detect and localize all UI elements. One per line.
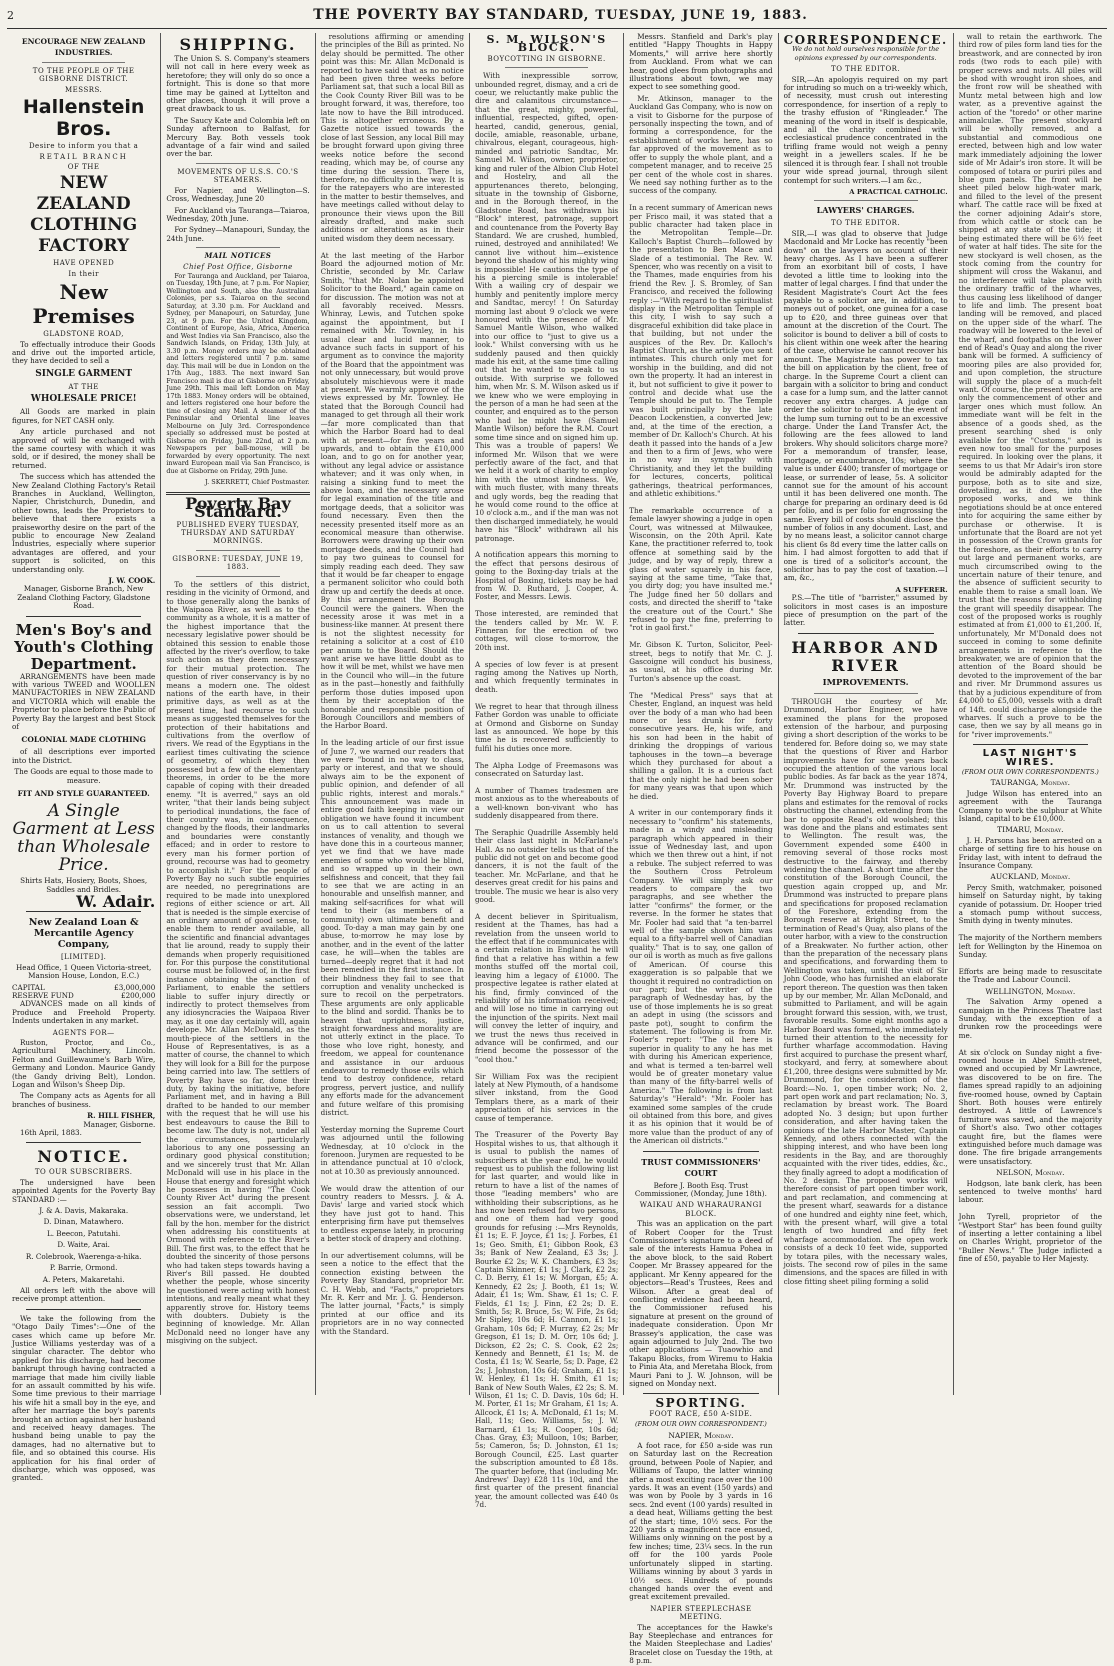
waikau-heading: WAIKAU AND WHARAURANGI BLOCK. xyxy=(639,1201,762,1218)
stanfield-note: Messrs. Stanfield and Dark's play entitled "Happy Thoughts in Happy Moments," will arrive here shortly from Auckland. From what we can hear, good glees from photographs and illustrations about town, we may expect to see something good. xyxy=(629,32,773,92)
napier-dateline: NAPIER, Monday. xyxy=(668,1430,734,1440)
masthead-title xyxy=(313,7,808,23)
shipping-notice-2: The Saucy Kate and Colombia left on Sunday afternoon to Balfast, for Mercury Bay. Both vessels took advantage of a fair wind and sailed over the bar. xyxy=(166,115,310,159)
steeplechase-heading: NAPIER STEEPLECHASE MEETING. xyxy=(650,1604,752,1622)
single-garment: SINGLE GARMENT xyxy=(35,368,133,379)
correspondence-note: We do not hold ourselves responsible for the opinions expressed by our correspondents. xyxy=(792,45,940,62)
trust-court-sub: Before J. Booth Esq. Trust Commissioner, (Monday, June 18th). xyxy=(634,1180,767,1199)
to-the-editor-2: TO THE EDITOR. xyxy=(831,219,901,228)
to-the-editor: TO THE EDITOR. xyxy=(831,65,901,74)
otago-article: We take the following from the "Otago Daily Times":—One of the cases which came up before Mr. Justice Williams yesterday was of a singular character. The debtor who applied for his discharge, had become bankrupt through having contracted a marriage that made him civilly liable for an assault committed by his wife. Some time previous to their marriage his wife hit a small boy in the eye, and after her marriage the boy's parents brought an action against her husband and received heavy damages. The husband being unable to pay the damages, had no alternative but to file, and so obtained this course. His application for his final order of discharge, which was opposed, was granted. xyxy=(12,1313,156,1483)
correspondence-heading: CORRESPONDENCE. xyxy=(783,33,948,47)
page-number: 2 xyxy=(7,9,14,22)
wellington-body: The Salvation Army opened a campaign in the Princess Theatre last Sunday, with the exception of a drunken row the proceedings were me. At six o'clock on Sunday night a five-roomed house in Abel Smith-street, owned and occupied by Mr Lawrence, was discovered to be on fire. The flames spread rapidly to an adjoining five-roomed house, owned by Captain Short. Both houses were entirely destroyed. A little of Lawrence's furniture was saved, and the majority of Short's also. Two other cottages caught fire, but the flames were extinguished before much damage was done. The fire brigade arrangements were unsatisfactory. xyxy=(958,997,1102,1166)
postmaster-signature: J. SKERRETT, Chief Postmaster. xyxy=(205,478,310,487)
desire-text: Desire to inform you that a xyxy=(28,142,139,151)
have-opened: HAVE OPENED xyxy=(53,259,115,268)
mail-notices-sub: Chief Post Office, Gisborne xyxy=(183,262,293,271)
divider xyxy=(643,1151,758,1152)
agent-item: J. & A. Davis, Makaraka. xyxy=(39,1206,129,1216)
auckland-dateline: AUCKLAND, Monday. xyxy=(990,872,1071,882)
retail-branch: RETAIL BRANCH xyxy=(39,152,128,161)
fisher-signature: R. HILL FISHER, xyxy=(87,1111,156,1121)
wires-sub: (FROM OUR OWN CORRESPONDENTS.) xyxy=(961,767,1099,776)
divider xyxy=(196,576,279,577)
divider xyxy=(42,62,125,63)
lawyers-heading: LAWYERS' CHARGES. xyxy=(816,205,915,216)
harbor-heading: HARBOR AND RIVER xyxy=(791,637,940,675)
capital-value: £3,000,000 xyxy=(114,982,156,992)
published-line: PUBLISHED EVERY TUESDAY, THURSDAY AND SATURDAY MORNINGS. xyxy=(176,520,300,546)
news-body: Mr. Atkinson, manager to the Auckland Gas Company, who is now on a visit to Gisborne for the purpose of personally inspecting the town, and of forming a correspondence, for the establishment of works here, has so far approved of the movement as to offer to supply the whole plant, and a competent manager, and to receive 25 per cent of the whole cost in shares. We need say nothing further as to the success of the company. In a recent summary of American news per Frisco mail, it was stated that a public character had taken place in the Metropolitan Temple—Dr. Kalloch's Baptist Church—followed by the presentation to Ben Mace and Slade of a testimonial. The Rev. W. Spencer, who was recently on a visit to the Thames, made enquiries from his friend the Rev. J. S. Bromley, of San Francisco, and received the following reply :—"With regard to the spiritualist display in the Metropolitan Temple of this city, I wish to say such a disgraceful exhibition did take place in that building, but not under the auspices of the Rev. Dr. Kalloch's Baptist Church, as the article you sent intimates. This church only met for worship in the building, and did not own the property. It had an interest in it, but not sufficient to give it power to control and decide what use the Temple should be put to. The Temple was built principally by the late Deacon Lockenstien, a converted Jew; and, at the time of the erection, a member of Dr. Kalloch's Church. At his death it passed into the hands of a Jew and then to a firm of Jews, who were in no way in sympathy with Christianity, and they let the building for lectures, concerts, political gatherings, theatrical performances, and athletic exhibitions." The remarkable occurrence of a female lawyer showing a judge in open Court, was witnessed at Milwaukee, Wisconsin, on the 20th April. Kate Kane, the practitioner referred to, took offence at something said by the judge, and by way of reply, threw a glass of water squarely in his face, saying at the same time, "Take that, you dirty dog; you have insulted me." The Judge fined her 50 dollars and costs, and directed the sheriff to "take the creature out of the Court." She refused to pay the fine, preferring to "rot in gaol first." Mr. Gibson K. Turton, Solicitor, Peel-street, begs to notify that Mr. C. J. Gascoigne will conduct his business, as usual, at his office during Mr. Turton's absence up the coast. The "Medical Press" says that at Chester, England, an inquest was held over the body of a man who had been more or less drunk for forty consecutive years. He, his wife, and his son had been in the habit of drinking the droppings of various taphouses in the town—a beverage which they purchased for about a shilling a gallon. It is a curious fact that the only night he had been sober for many years was that upon which he died. A writer in our contemporary finds it necessary to "confirm" his statements, made in a windy and misleading paragraph which appeared in their issue of Wednesday last, and upon which we then threw out a hint, if not a rebuke. The subject referred to was the Southern Cross Petroleum Company. We will simply ask our readers to compare the two paragraphs, and see whether the latter "confirms" the former, or the reverse. In the former he states that Mr. Fooler had said that "a ten-barrel well of the sample shown him was equal to a fifty-barrel well of Canadian quality." That is to say, one gallon of our oil is worth as much as five gallons of American. Of course this exaggeration is so palpable that we thought it required no contradiction on our part; but the writer of the paragraph of Wednesday has, by the use of those implements he is so great an adept in using (the scissors and paste pot), sought to confirm the statement. The following is from Mr. Fooler's report: "The oil here is superior in quality to any he has met with during his American experience, and what is termed a ten-barrel well would be of greater monetary value than many of the fifty-barrel wells of America." The following is from last Saturday's "Herald": "Mr. Fooler has examined some samples of the crude oil obtained from this bore, and gives it as his opinion that it would be of more value than the product of any of the American oil districts." xyxy=(629,93,773,1146)
timaru-dateline: TIMARU, Monday. xyxy=(997,825,1064,835)
reserve-label: RESERVE FUND xyxy=(12,990,74,1000)
agent-item: D. Dinan, Matawhero. xyxy=(43,1217,124,1227)
reserve-value: £200,000 xyxy=(121,990,156,1000)
of-the-label: OF THE xyxy=(67,163,100,172)
columns xyxy=(7,32,1107,1666)
limited-label: [LIMITED]. xyxy=(60,953,107,962)
agent-item: R. Colebrook, Waerenga-a-hika. xyxy=(25,1251,142,1261)
messrs-label: MESSRS. xyxy=(65,85,103,94)
harbor-continued: wall to retain the earthwork. The third row of piles form land ties for the breastwork, and are connected by iron rods (two rods to each pile) with proper screws and nuts. All piles will be shod with wrought iron shoes, and the front row will be sheathed with Muntz metal between high and low water, as a preventive against the action of the "toredo" or other marine animalculæ. The present stockyard will be wholly removed, and a substantial and commodious one erected, between high and low water mark immediately adjoining the lower side of Mr Adair's iron store. It will be composed of totara or puriri piles and blue gum panels. The front will be sheet piled below high-water mark, and filled to the level of the present wharf. The cattle race will be fixed at the corner adjoining Adair's store, from which cattle or stock can be shipped at any state of the tide; it being estimated there will be 6½ feet of water at half tides. The site for the new stockyard is well chosen, as the stock coming from the country for shipment will cross the Wakanui, and no interference will take place with the ordinary traffic of the wharves, thus causing less likelihood of danger to life and limb. The present boat landing will be removed, and placed on the upper side of the wharf. The roadway will be lowered to the level of the wharf, and footpaths on the lower end of Read's Quay and along the river bank will be formed. A sufficiency of mooring piles are also provided for, and upon completion, the structure will supply the place of a much-felt want. Of course, the present works are only the commencement of other and larger ones which must follow. An immediate want will be felt in the absence of a goods shed, as the present searching shed is only available for the "Customs," and is even now too small for the purposes required. In looking over the plans, it seems to us that Mr Adair's iron store would be admirably adapted for the purpose, both as to site and size, dovetailing, as it does, into the proposed works, and we think negotiations should be at once entered into for acquiring the same either by purchase or otherwise. It is unfortunate that the Board are not yet in possession of the Crown grants for the foreshore, as their efforts to carry out large and permanent works, are much circumscribed owing to the uncertain nature of their tenure, and the absence of sufficient security to enable them to raise a small loan. We trust that the reasons for withholding the grant will speedily disappear. The cost of the proposed works is roughly estimated at from £1,000 to £1,200. It, unfortunately, Mr M'Donald does not succeed in coming to some definite arrangements in reference to the breakwater, we are of opinion that the attention of the Board should be devoted to the improvement of the bar and river. Mr Drummond assures us that by a judicious expenditure of from £4,000 to £5,000, vessels with a draft of 14ft. could discharge alongside the wharves. If such a prove to be the case, then we say by all means go in for "river improvements." xyxy=(958,32,1102,739)
nz-heading-3: FACTORY xyxy=(38,236,130,257)
wilson-block-heading: S. M. WILSON'S BLOCK. xyxy=(486,33,607,55)
cook-signature: J. W. COOK. xyxy=(108,576,156,585)
shirts-hats: Shirts Hats, Hosiery, Boots, Shoes, Saddles and Bridles. xyxy=(20,876,148,894)
single-garment-script: A Single Garment at Less than Wholesale Price. xyxy=(12,801,155,876)
agent-item: A. Peters, Makaretahi. xyxy=(42,1274,125,1284)
divider xyxy=(505,67,588,68)
in-their: In their xyxy=(68,269,99,278)
nelson-body: Hodgson, late bank clerk, has been sentenced to twelve months' hard labour. John Tyrell, proprietor of the "Westport Star" has been found guilty of inserting a letter containing a libel on Charles Wright, proprietor of the "Buller News." The Judge inflicted a fine of £50, payable to Her Majesty. xyxy=(958,1178,1102,1264)
cook-title: Manager, Gisborne Branch, New Zealand Clothing Factory, Gladstone Road. xyxy=(17,584,151,611)
divider xyxy=(798,633,934,634)
tauranga-dateline: TAURANGA, Monday. xyxy=(990,778,1071,788)
divider xyxy=(196,163,279,164)
mens-clothing-heading: Men's Boy's and Youth's Clothing Department. xyxy=(14,620,154,673)
wholesale-price: WHOLESALE PRICE! xyxy=(30,394,137,405)
editorial-body: resolutions affirming or amending the principles of the Bill as printed. No delay should be permitted. The other point was this: Mr. Allan McDonald is reported to have said that as no notice had been given three weeks before Parliament sat, that such a local Bill as the Cook County River Bill was to be brought forward, it was, therefore, too late now to have the Bill introduced. This is altogether erroneous. By a Gazette notice issued towards the close of last Session, any local Bill may be brought forward upon giving three weeks notice before the second reading, which may be, of course any time during the session. There is, therefore, no difficulty in the way. It is for the ratepayers who are interested in the matter to bestir themselves, and have meetings called without delay to pronounce their views upon the Bill already drafted, and make such additions or alterations as in their united wisdom they deem necessary. At the last meeting of the Harbor Board the adjourned motion of Mr. Christie, seconded by Mr. Carlaw Smith, "that Mr. Nolan be appointed Solicitor to the Board," again came on for discussion. The motion was not at all favorably received. Messrs. Whinray, Lewis, and Tutchen spoke against the appointment, but I remained with Mr. Townley, in his usual clear and lucid manner, to advance such facts in support of his argument as to convince the majority of the Board that the appointment was not only unnecessary, but would prove absolutely mischievous were it made at present. We warmly approve of the views expressed by Mr. Townley. He stated that the Borough Council had managed to get through all their work—far more complicated than that which the Harbor Board had to deal with at present—for five years and upwards, and to obtain the £10,000 loan, and to go on for another year, without any legal advice or assistance whatever; and it was only when, in raising a sinking fund to meet the above loan, and the necessary arose for legal examination of the title and mortgage deeds, that a solicitor was found necessary. Even then the necessity presented itself more as an economical measure than otherwise. Borrowers were drawing up their own mortgage deeds, and the Council had to pay two guineas to counsel for simply reading each deed. They saw that it would be far cheaper to engage a permanent solicitor who could both draw up and certify the deeds at once. By this arrangement the Borough Council were the gainers. When the necessity arose it was met in a business-like manner. At present there is not the slightest necessity for retaining a solicitor at a cost of £10 per annum to the Board. Should the want arise we have little doubt as to how it will be met, whilst we have men in the Council who will—in the future as in the past—honestly and faithfully perform those duties imposed upon them by their acceptation of the honorable and responsible position of Borough Councillors and members of the Harbor Board. In the leading article of our first issue of June 7, we warned our readers that we were "bound in no way to class, party or interest, and that we should always aim to be the exponent of public opinion, and defender of all public rights, interest and morals." This announcement was made in entire good faith keeping in view our obligation we have found it incumbent on us to call attention to several instances of venality, and though we have done this in a courteous manner, yet we find that we have made enemies of some who would be blind, and so wrapped up in their own selfishness and conceit, that they fail to see that we are acting in an honourable and unselfish manner, and making self-sacrifices for what will tend to their (as members of a community) own ultimate benefit and good. To-day a man may gain by one abuse, to-morrow he may lose by another, and in the event of the latter case, he will—when the tables are turned—deeply regret that it had not been remedied in the first instance. In their blindness they fail to see that corruption and venality unchecked is sure to recoil on the perpetrators. These arguments are only applicable to the blind and sordid. Thanks be to heaven that uprightness, justice, straight forwardness and morality are not utterly extinct in the place. To those who love right, honesty, and freedom, we appeal for countenance and assistance in our arduous endeavour to remedy those evils which tend to destroy confidence, retard progress, pervert justice, and nullify any efforts made for the advancement and future welfare of this promising district. Yesterday morning the Supreme Court was adjourned until the following Wednesday, at 10 o'clock in the forenoon. Jurymen are requested to be in attendance punctual at 10 o'clock, not at 10.30 as previously announced. We would draw the attention of our country readers to Messrs. J. & A. Davis' large and varied stock which they have just got to hand. This enterprising firm have put themselves to endless expense lately, in procuring a better stock of drapery and clothing. In our advertisement columns, will be seen a notice to the effect that the connection existing between the Poverty Bay Standard, proprietor Mr. C. H. Webb, and "Facts," proprietors Mr. R. Kerr and Mr. J. G. Henderson. The latter journal, "Facts," is simply printed at our office and its proprietors are in no way connected with the Standard. xyxy=(320,32,464,1336)
divider xyxy=(26,616,141,617)
movement-1: For Napier, and Wellington—S. Cross, Wednesday, June 20 xyxy=(166,185,310,204)
hallenstein-body-3: Any article purchased and not approved of will be exchanged with the same courtesy with which it was sold, or if desired, the money shall be returned. xyxy=(12,427,156,470)
movements-heading: MOVEMENTS OF U.S.S. CO.'S STEAMERS. xyxy=(177,167,299,185)
sporting-heading: SPORTING. xyxy=(655,1396,747,1411)
masthead-date: TUESDAY, JUNE 19, 1883. xyxy=(595,8,808,23)
wilson-block-body: With inexpressible sorrow, unbounded regret, dismay, and a cri de coeur, we reluctantly make public the dire and calamitous circumstance—that the great, mighty, powerful, influential, respected, gifted, open-hearted, candid, generous, genial, docile, amiable, reasonable, urbane, chivalrous, elegant, courageous, high-minded and patriotic Sandtac, Mr. Samuel M. Wilson, owner, proprietor, king and ruler of the Albion Club Hotel and Hostelry, and all the appurtenances thereto, belonging, situate in the township of Gisborne, and in the Borough thereof, in the Gladstone Road, has withdrawn his "Block" interest, patronage, support and countenance from the Poverty Bay Standard. We are crushed, humbled, ruined, destroyed and annihilated! We cannot live without him—existence beyond the shadow of his mighty wing is impossible! He cautions the type of his a piercing smile is intolerable! With a wailing cry of despair we humbly and penitently implore mercy and Sandtac, mercy! ! On Saturday morning last about 9 o'clock we were honoured with the presence of Mr. Samuel Mantle Wilson, who walked into our office to "just to give us a look." Whilst conversing with us he suddenly paused and then quickly made his exit, at the same time calling out that he wanted to speak to us outside. With surprise we followed him, when Mr. S. M. Wilson asked us if we knew who we were employing in the person of a man he had seen at the counter, and enquired as to the person who had he might have (Samuel Mantle Wilson) before the R.M. Court some time since and on signed him up. This was a trouble of papers! We informed Mr. Wilson that we were perfectly aware of the fact, and that we held it a work of charity to employ him with the utmost kindness. We, with much fluster, with many threats and ugly words, beg the reading that he would come round to the office at 10 o'clock a.m., and if the man was not then discharged immediately, he would have his "Block" withdrawn all his patronage. A notification appears this morning to the effect that persons desirous of going to the Boxing-day trials at the Hospital of Boxing, tickets may be had from W. D. Ruthard, J. Cooper, A. Foster, and Messrs. Lewis. Those interested, are reminded that the tenders called by Mr. W. F. Finneran for the erection of two cottages, will close to-morrow, the 20th inst. A species of low fever is at present raging among the Natives up North, and which frequently terminates in death. We regret to hear that through illness Father Gordon was unable to officiate at Ormond and Gisborne on Sunday last as announced. We hope by this time he is recovered sufficiently to fulfil his duties once more. The Alpha Lodge of Freemasons was consecrated on Saturday last. A number of Thames tradesmen are most anxious as to the whereabouts of a well-known bon-vivant who has suddenly disappeared from there. The Seraphic Quadrille Assembly held their class last night in McFarlane's Hall. As no outsider tells us that of the public did not get on and become good dancers, it is not the fault of the teacher. Mr. McFarlane, and that he deserves great credit for his pains and trouble. The music we hear is also very good. A decent believer in Spiritualism, resident at the Thames, has had a revelation from the unseen world to the effect that if he communicates with a certain relation in England he will find that a relative has within a few months stuffed off the mortal coil, leaving him a legacy of £1000. The prospective legatee is rather elated at his find, firmly convinced of the reliability of his information received; and will lose no time in carrying out the injunction of the spirits. Next mail will convey the letter of inquiry, and we trust the news thus received in advance will be confirmed, and our friend become the possessor of the "cool thou." Sir William Fox was the recipient lately at New Plymouth, of a handsome silver inkstand, from the Good Templars there, as a mark of their appreciation of his services in the cause of temperance. The Treasurer of the Poverty Bay Hospital wishes to us, that although it is usual to publish the names of subscribers at the year end, he would request us to publish the following list for last quarter, and would like in return to have a list of the names of those "leading members" who are withholding their subscriptions, as he has now been refused for two persons, and one of them had very good grounds for refusing :—Mrs Reynolds, £1 1s; E. F. Joyce, £1 1s; J. Forbes, £1 1s; Geo. Smith, £1; Gibbon Rook, £3 3s; Bank of New Zealand, £3 3s; J. Bourke £2 2s; W. K. Chambers, £3 3s; Captain Skinner, £1 1s; J. Clark, £2 2s; C. D. Berry, £1 1s; W. Morgan, £5; A. Kennedy, £2 2s; J. Booth, £1 1s; W. Adair, £1 1s; Wm. Shaw, £1 1s; C. F. Fields, £1 1s; J. Finn, £2 2s; D. E. Smith, 5s; R. Bruce, 5s; W. Fife, 2s 6d; Mr Sipley, 10s 6d; H. Cannon, £1 1s; Graham, 10s 6d; F. Murray, £2 2s; Mr Gregson, £1 1s; D. M. Orr, 10s 6d; J. Dickson, £2 2s; C. S. Cook, £2 2s; Kennedy and Bennett, £1 1s; M. de Costa, £1 1s; W. Searle, 5s; D. Page, £2 2s; J. Johnston, 10s 6d; Graham, £1 1s; W. Henley, £1 1s; H. Smith, £1 1s; Bank of New South Wales, £2 2s; S. M. Wilson, £1 1s; C. D. Davis, 10s 6d; H. M. Porter, £1 1s; Mr Graham, £1 1s; A. Allcock, £1 1s; A. McDonald, £1 1s; M. Hall, 11s; Geo. Williams, 5s; J. W. Barnard, £1 1s; R. Cooper, 10s 6d; Chas. Gray, £3; Mulloon, 10s; Barber, 5s; Cameron, 5s; D. Johnston, £1 1s; Borough Council, £25. Last quarter the subscription amounted to £8 18s. The quarter before, that (including Mr. Andrews' Day) £28 11s 10d, and the first quarter of the present financial year, the amount collected was £40 0s 7d. xyxy=(474,71,619,1510)
leader-article: To the settlers of this district, residing in the vicinity of Ormond, and to those generally along the banks of the Waipaoa River, as well as to the community as a whole, it is a matter of the highest importance that the necessary legislative power should be obtained this session to enable those affected by the river's overflow, to take such action as they deem necessary for their mutual protection. The question of river conservancy is by no means a modern one. The oldest nations of the earth have, in their primitive days, as well as at the present time, had recourse to such means as suggested themselves for the protection of their habitations and cultivations from the overflow of rivers. We read of the Egyptians in the earliest times cultivating the science of geometry, of which they then possessed but a few of the elementary theorems, in order to be the more capable of coping with their dreaded enemy. "It is averred," says an old writer, "that their lands being subject to periodical inundations, the face of their country was, in consequence, changed by the floods, their landmarks and boundaries were constantly effaced; and in order to restore to every man his former portion of ground, recourse was had to geometry to accomplish it." For the people of Poverty Bay no such subtle enquiries are needed, no peregrinations are required to be made into unexplored regions of either science or art. All that is needed is the simple exercise of an ordinary amount of good sense, to enable them to render available, all the scientific and financial advantages that lie around, ready to supply their demands when properly requisitioned for. For this purpose the constitutional course must be followed of, in the first instance obtaining the sanction of Parliament, to enable the settlers liable to suffer injury directly or indirectly to protect themselves from any idiosyncracies the Waipaoa River may, as it one day certainly will, again develope. Mr. Allan McDonald, as the mouth-piece of the settlers in the House of Representatives, is as a matter of course, the channel to which they will look for a Bill for the purpose being carried into law. The settlers of Poverty Bay have so far, done their duty, by taking the initiative, before Parliament met, and in having a Bill drafted to be handed to our member with the request that he will use his best endeavours to cause the Bill to become law. The duty is not, under all the circumstances, particularly laborious to any one possessing an ordinary good physical constitution; and we sincerely trust that Mr. Allan McDonald will use in his place in the House that energy and foresight which he possesses in having "The Cook County River Act" during the present session an fait accompli. Two observations were, we understand, let fall by the hon. member for the district when addressing his constituents at Ormond with reference to the River's Bill. The first was, to the effect that he doubted the sincerity of those persons who had taken steps towards having a River's Bill passed. He doubted whether the people, whose sincerity he questioned were acting with honest intentions, and really meant what they apparently strove for. History teems with doubters. Dubiety is the beginning of knowledge. Mr. Allan McDonald need no longer have any misgiving on the subject. xyxy=(166,579,310,1346)
divider xyxy=(26,1309,141,1310)
postscript: P.S.—The title of "barrister," assumed by solicitors in most cases is an imposture piece of presumption on the part of the latter. xyxy=(783,593,948,628)
new-premises-heading: New Premises xyxy=(32,280,135,329)
encourage-heading: ENCOURAGE NEW ZEALAND INDUSTRIES. xyxy=(21,37,146,57)
colonial-made: COLONIAL MADE CLOTHING xyxy=(21,735,146,745)
at-the: AT THE xyxy=(68,382,99,391)
hallenstein-body-1: To effectually introduce their Goods and drive out the imported article, they have decided to sell a xyxy=(12,339,156,366)
tauranga-body: Judge Wilson has entered into an agreement with the Tauranga Company to work the sulphur at White Island, capital to be £10,000. xyxy=(958,788,1102,823)
masthead xyxy=(7,5,1107,29)
subscribers-body: The undersigned have been appointed Agents for the Poverty Bay STANDARD :— xyxy=(12,1177,156,1204)
fisher-date: 16th April, 1883. xyxy=(20,1128,82,1138)
column-5 xyxy=(624,32,778,1666)
mail-notices-heading: MAIL NOTICES xyxy=(204,251,272,261)
wires-heading: LAST NIGHT'S WIRES. xyxy=(982,748,1079,768)
trust-court-body: This was an application on the part of Robert Cooper for the Trust Commissioner's signature to a deed of sale of the interests Hamua Pohea in the above block, to the said Robert Cooper. Mr Brassey appeared for the applicant. Mr Kenny appeared for the objectors—Read's Trustees, Rees and Wilson. After a great deal of conflicting evidence had been heard, the Commissioner refused his signature at present on the ground of inadequate consideration. Upon Mr Brassey's application, the case was again adjourned to July 2nd. The two other applications — Tuaowhio and Takapu Blocks, from Wiremu to Hakia to Pinia Ata, and Meretaha Block, from Mauri Pani to J. W. Johnson, will be signed on Monday next. xyxy=(629,1219,773,1388)
trust-court-heading: TRUST COMMISSIONERS' COURT xyxy=(641,1156,761,1178)
to-people-heading: TO THE PEOPLE OF THE GISBORNE DISTRICT. xyxy=(32,67,135,84)
notice-heading: NOTICE. xyxy=(37,1147,130,1167)
movement-3: For Sydney—Manapouri, Sunday, the 24th June. xyxy=(166,225,310,243)
mail-notices-body: For Tauranga and Auckland, per Taiaroa, on Tuesday, 19th June, at 7 p.m. For Napier, Wellington and South, also the Australian Colonies, per s.s. Taiaroa on the second Saturday, at 3.30 p.m. For Auckland and Sydney, per Manapouri, on Saturday, June 23, at 9 p.m. For the United Kingdom, Continent of Europe, Asia, Africa, America and West Indies via San Francisco, also the Sandwich Islands, on Friday, 13th July, at 3.30 p.m. Money orders may be obtained and letters registered until 7 p.m. same day. This mail will be due in London on the 17th Aug., 1883. The next inward San Francisco mail is due at Gisborne on Friday, June 29th. This mail left London on May 17th 1883. Money orders will be obtained, and letters registered one hour before the time of closing any Mail. A steamer of the Peninsular and Oriental line leaves Melbourne on July 3rd. Correspondence specially so addressed must be posted at Gisborne on Friday, June 22nd, at 2 p.m. Newspapers per ball-mouse, will be forwarded by every opportunity. The next inward European mail via San Francisco, is due at Gisborne on Friday, 29th June. xyxy=(166,271,310,475)
divider xyxy=(196,550,279,551)
column-3 xyxy=(316,33,470,1395)
column-2 xyxy=(161,33,315,1395)
column-6 xyxy=(779,33,954,1395)
divider xyxy=(973,744,1088,745)
nelson-dateline: NELSON, Monday. xyxy=(996,1168,1065,1178)
advances-text: ADVANCES made on all kinds of Produce and Freehold Property. Indents undertaken in any market. xyxy=(12,999,156,1026)
nz-heading-1: NEW ZEALAND xyxy=(36,173,131,215)
arrangements-text-2: of all descriptions ever imported into the District. xyxy=(12,747,156,765)
column-4 xyxy=(470,33,624,1510)
capital-label: CAPITAL xyxy=(12,982,45,992)
paper-title: Poverty Bay Standard. xyxy=(185,493,291,522)
column-1 xyxy=(7,33,161,1483)
masthead-title-text: THE POVERTY BAY STANDARD, xyxy=(313,7,590,23)
arrangements-text-3: The Goods are equal to those made to measure. xyxy=(14,767,153,785)
fisher-title: Manager, Gisborne. xyxy=(83,1119,156,1129)
column-7 xyxy=(954,33,1107,1395)
boycotting-subheading: BOYCOTTING IN GISBORNE. xyxy=(487,54,606,63)
agents-list xyxy=(12,1207,155,1284)
divider xyxy=(814,200,918,201)
auckland-body: Percy Smith, watchmaker, poisoned himself on Saturday night, by taking cyanide of potassium. Dr. Hooper tried a stomach pump without success, Smith dying in twenty minutes. The majority of the Northern members left for Wellington by the Hinemoa on Sunday. Efforts are being made to resuscitate the Trade and Labour Council. xyxy=(958,882,1102,985)
letter-1-signature: A PRACTICAL CATHOLIC. xyxy=(849,187,948,196)
agents-body: Ruston, Proctor, and Co., Agricultural Machinery, Lincoln. Felton and Guillewaume's Barb Wire, Germany and London. Maurice Gandy (the Gandy driving Belt), London. Logan and Wilson's Sheep Dip. xyxy=(12,1037,156,1089)
agents-note: The Company acts as Agents for all branches of business. xyxy=(12,1091,156,1109)
shipping-heading: SHIPPING. xyxy=(179,35,297,54)
timaru-body: J. H. Parsons has been arrested on a charge of setting fire to his house on Friday last, with intent to defraud the Insurance Company. xyxy=(958,835,1102,870)
hallenstein-heading: Hallenstein Bros. xyxy=(22,96,145,141)
loan-company-heading: New Zealand Loan & Mercantile Agency Company, xyxy=(28,917,139,951)
foot-race-heading: FOOT RACE, £50 A-SIDE. xyxy=(649,1409,753,1418)
arrangements-text: ARRANGEMENTS have been made with various TWEED and WOOLLEN MANUFACTORIES in NEW ZEALAND and VICTORIA which will enable the Proprietor to place before the Public of Poverty Bay the largest and best Stock of xyxy=(12,671,156,732)
adair-signature: W. Adair. xyxy=(76,891,156,911)
letter-1: SIR,—An apologyis required on my part for intruding so much on a tri-weekly which, of necessity, must crush out interesting correspondence, for insertion of a reply to the trashy effusion of "Ringleader." The meaning of the word in itself is despicable, and all the charity combined with ecclesiastical prudence concentrated in the trifling frame would not weigh a penny weight in a jewellers scales. If he be silenced it is through fear. I shall not trouble your wide spread journal, through silent contempt for such writers.—I am &c., xyxy=(783,74,948,185)
letter-2: SIR,—I was glad to observe that Judge Macdonald and Mr Locke has recently "been down" on the lawyers on account of their heavy charges. As I have been a sufferer from an exorbitant bill of costs, I have devoted a little time to looking into the matter of legal charges. I find that under the Resident Magistrate's Court Act the fees payable to a solicitor are, in addition, to moneys out of pocket, one guinea for a case up to £20, and three guineas over that amount at the discretion of the Court. The solicitor is bound to deliver a bill of costs to his client within one week after the hearing of the case, otherwise he cannot recover his amount. The Magistrate has power to tax the bill on application by the client, free of charge. In the Supreme Court a client can bargain with a solicitor to bring and conduct a case for a lump sum, and the latter cannot recover any extra charges. A judge can order the solicitor to refund in the event of the lump sum turning out to be an excessive charge. Under the Land Transfer Act, the following are the fees allowed to land brokers. Why should solicitors charge more? For a memorandum of transfer, lease, mortgage, or encumbrance, 10s; where the value is under £400; transfer of mortgage or lease, or surrender of lease, 5s. A solicitor cannot sue for the amount of his account until it has been delivered one month. The charge for preparing an ordinary deed is 6d per folio, and is per folio for engrossing the same. Every bill of costs should disclose the number of folios in any document. Last, and by no means least, a solicitor cannot charge his client 6s 8d every time the latter calls on him. I had almost forgotten to add that if one is tired of a solicitor's account, the solicitor has to pay the cost of taxation.—I am, &c., xyxy=(783,228,948,583)
divider xyxy=(26,1142,141,1143)
head-office: Head Office, 1 Queen Victoria-street, Mansion House, London, E.C.) xyxy=(15,962,152,981)
hallenstein-body-2: All Goods are marked in plain figures, for NET CASH only. xyxy=(12,407,156,425)
shipping-notice: The Union S. S. Company's steamers will not call in here every week as heretofore; they will only do so once a fortnight. This is done so that more time may be gained at Lyttelton and other places, though it will prove a great drawback to us. xyxy=(166,54,310,114)
gladstone-road: GLADSTONE ROAD, xyxy=(43,330,125,339)
agent-item: P. Barrie, Ormond. xyxy=(49,1263,118,1273)
sporting-body: A foot race, for £50 a-side was run on Saturday last on the Recreation ground, between Poole of Napier, and Williams of Taupo, the latter winning after a most exciting race over the 100 yards. It was an event (150 yards) and was won by Poole by 3 yards in 16 secs. 2nd event (100 yards) resulted in a dead heat, Williams getting the best of the start; time, 10½ secs. For the 220 yards a magnificent race ensued, Williams only winning on the post by a few inches; time, 23¼ secs. In the run off for the 100 yards Poole unfortunately slipped in starting. Williams winning by about 3 yards in 10½ secs. Hundreds of pounds changed hands over the event and great excitement prevailed. xyxy=(629,1441,773,1602)
movement-2: For Auckland via Tauranga—Taiaroa, Wednesday, 20th June. xyxy=(166,205,310,223)
newspaper-page xyxy=(7,5,1107,1666)
agent-item: L. Beecon, Patutahi. xyxy=(46,1228,121,1238)
steeplechase-body: The acceptances for the Hawke's Bay Steeplechase and entrances for the Maiden Steeplechase and Ladies' Bracelet close on Tuesday the 19th, at 8 p.m. xyxy=(629,1622,773,1666)
harbor-body: THROUGH the courtesy of Mr. Drummond, Harbor Engineer, we have examined the plans for the proposed extension of the harbour, and purposing giving a short description of the works to be tendered for. Before doing so, we may state that the questions of River and Harbor improvements have for some years back occupied the attention of the various local public bodies. As far back as the year 1874, Mr. Drummond was instructed by the Poverty Bay Highway Board to prepare plans and estimates for the removal of rocks obstructing the channel, extending from the bar to opposite Read's old woolshed; this was done and the plans and estimates sent to Wellington. The result was, the Government expended some £400 in removing several of those rocks most destructive to the fairway, and thereby widening the channel. A short time after the constitution of the Borough Council, the question again cropped up, and Mr. Drummond was instructed to prepare plans and specifications for proposed reclamation of the Foreshore, extending from the Borough reserve at Bright Street, to the termination of Read's Quay, also plans of the outer harbor, with a view to the construction of a Breakwater. No further action, other than the preparation of the necessary plans and specifications, and forwarding them to Wellington was taken, until the visit of Sir John Coode, who has furnished an elaborate report thereon. The question was then taken up by our member, Mr. Allan McDonald, and submitted to Parliament, and will be again brought forward this session, with, we trust, favorable results. Some eight months ago a Harbor Board was formed, who immediately turned their attention to the necessity for further wharfage accommodation. Having first acquired to purchase the present wharf, stockyard, and ferry, at somewhere about £1,200, three designs were submitted by Mr. Drummond, for the consideration of the Board:—No. 1, open timber work; No. 2, part open work and part reclamation; No. 3, reclamation by breast work. The Board adopted No. 3 design; but upon further consideration, and after having taken the opinions of the late Harbor Master, Captain Kennedy, and others connected with the shipping interest, and who have been long residents in the Bay, and are thoroughly acquainted with the river tides, eddies, &c., they finally agreed to adopt a modification of No. 2 design. The proposed works will therefore consist of part open timber work, and part reclamation, and commencing at the present wharf, seawards for a distance of one hundred and eighty nine feet, which, with the present wharf, will give a total length of two hundred and fifty feet wharfage accommodation. The open work consists of a deck 10 feet wide, supported by totara piles, with the necessary wales, joists. The second row of piles in the same dimensions, and the spaces are filled in with close fitting sheet piling forming a solid xyxy=(783,696,948,1286)
divider xyxy=(814,693,918,694)
fit-style: FIT AND STYLE GUARANTEED. xyxy=(17,789,150,799)
to-subscribers: TO OUR SUBSCRIBERS. xyxy=(34,1168,133,1177)
nz-heading-2: CLOTHING xyxy=(30,215,138,236)
improvements-heading: IMPROVEMENTS. xyxy=(822,677,909,688)
divider xyxy=(643,1393,758,1394)
divider xyxy=(196,247,279,248)
own-correspondent: (FROM OUR OWN CORRESPONDENT.) xyxy=(634,1420,767,1429)
hallenstein-body-4: The success which has attended the New Zealand Clothing Factory's Retail Branches in Auckland, Wellington, Napier, Christchurch, Dunedin, and other towns, leads the Proprietors to believe that there exists a praiseworthy desire on the part of the public to encourage New Zealand Industries, especially where superior advantages are offered, and your support is solicited, on this understanding only. xyxy=(12,472,156,574)
orders-text: All orders left with the above will receive prompt attention. xyxy=(12,1285,156,1304)
agents-for: AGENTS FOR— xyxy=(52,1028,115,1037)
wellington-dateline: WELLINGTON, Monday. xyxy=(985,986,1076,996)
dateline: GISBORNE: TUESDAY, JUNE 19, 1883. xyxy=(172,554,304,572)
divider xyxy=(26,911,141,912)
agent-item: D. Waite, Arai. xyxy=(57,1240,110,1250)
letter-2-signature: A SUFFERER. xyxy=(895,585,948,594)
